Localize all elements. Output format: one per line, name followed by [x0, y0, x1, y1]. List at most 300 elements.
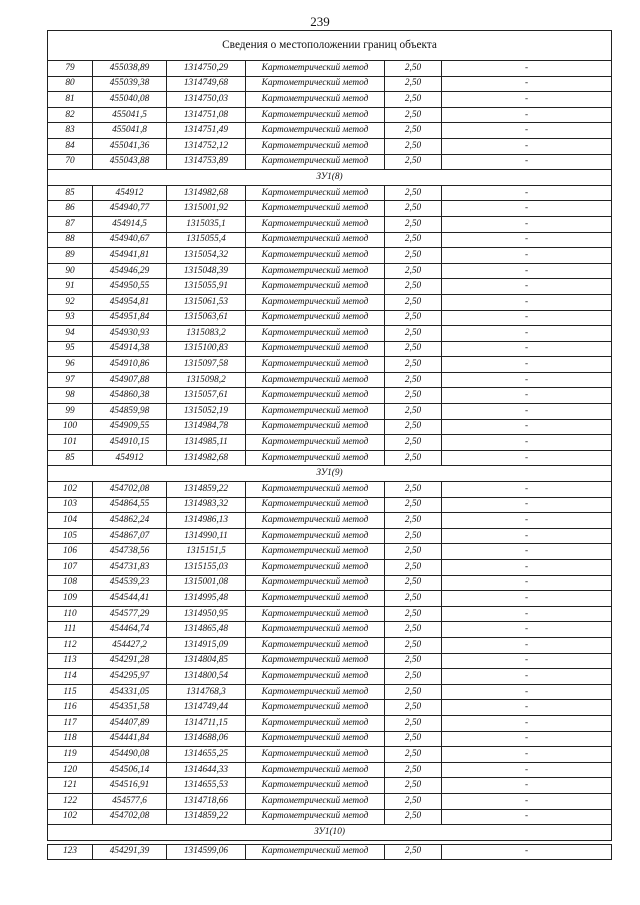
x-coordinate-cell: 454738,56 — [93, 544, 167, 560]
table-row — [48, 762, 612, 778]
y-coordinate-cell: 1314990,11 — [167, 528, 246, 544]
description-cell: - — [442, 844, 612, 860]
table-row — [48, 216, 612, 232]
x-coordinate-cell: 454702,08 — [93, 482, 167, 498]
description-cell: - — [442, 388, 612, 404]
accuracy-cell: 2,50 — [385, 435, 442, 451]
point-number-cell: 92 — [48, 294, 93, 310]
table-row — [48, 404, 612, 420]
table-row — [48, 497, 612, 513]
accuracy-cell: 2,50 — [385, 637, 442, 653]
y-coordinate-cell: 1315048,39 — [167, 263, 246, 279]
table-row — [48, 310, 612, 326]
x-coordinate-cell: 455038,89 — [93, 61, 167, 77]
accuracy-cell: 2,50 — [385, 450, 442, 466]
table-row — [48, 341, 612, 357]
point-number-cell: 95 — [48, 341, 93, 357]
x-coordinate-cell: 454351,58 — [93, 700, 167, 716]
method-cell: Картометрический метод — [246, 185, 385, 201]
accuracy-cell: 2,50 — [385, 61, 442, 77]
boundary-table-body — [48, 31, 612, 860]
table-row — [48, 544, 612, 560]
description-cell: - — [442, 201, 612, 217]
x-coordinate-cell: 454464,74 — [93, 622, 167, 638]
y-coordinate-cell: 1314655,25 — [167, 747, 246, 763]
description-cell: - — [442, 575, 612, 591]
point-number-cell: 102 — [48, 482, 93, 498]
accuracy-cell: 2,50 — [385, 76, 442, 92]
point-number-cell: 116 — [48, 700, 93, 716]
y-coordinate-cell: 1315052,19 — [167, 404, 246, 420]
x-coordinate-cell: 455041,36 — [93, 138, 167, 154]
description-cell: - — [442, 357, 612, 373]
point-number-cell: 110 — [48, 606, 93, 622]
table-row — [48, 528, 612, 544]
y-coordinate-cell: 1315055,91 — [167, 279, 246, 295]
x-coordinate-cell: 454946,29 — [93, 263, 167, 279]
section-row — [48, 466, 612, 482]
table-row — [48, 591, 612, 607]
table-row — [48, 715, 612, 731]
description-cell: - — [442, 138, 612, 154]
description-cell: - — [442, 747, 612, 763]
table-row — [48, 793, 612, 809]
accuracy-cell: 2,50 — [385, 544, 442, 560]
point-number-cell: 70 — [48, 154, 93, 170]
method-cell: Картометрический метод — [246, 435, 385, 451]
description-cell: - — [442, 372, 612, 388]
table-row — [48, 138, 612, 154]
point-number-cell: 119 — [48, 747, 93, 763]
accuracy-cell: 2,50 — [385, 357, 442, 373]
y-coordinate-cell: 1314915,09 — [167, 637, 246, 653]
point-number-cell: 122 — [48, 793, 93, 809]
accuracy-cell: 2,50 — [385, 92, 442, 108]
accuracy-cell: 2,50 — [385, 809, 442, 825]
point-number-cell: 113 — [48, 653, 93, 669]
table-row — [48, 450, 612, 466]
x-coordinate-cell: 454407,89 — [93, 715, 167, 731]
x-coordinate-cell: 454940,67 — [93, 232, 167, 248]
method-cell: Картометрический метод — [246, 123, 385, 139]
x-coordinate-cell: 454295,97 — [93, 669, 167, 685]
description-cell: - — [442, 762, 612, 778]
point-number-cell: 118 — [48, 731, 93, 747]
x-coordinate-cell: 455041,8 — [93, 123, 167, 139]
accuracy-cell: 2,50 — [385, 793, 442, 809]
accuracy-cell: 2,50 — [385, 310, 442, 326]
table-row — [48, 185, 612, 201]
accuracy-cell: 2,50 — [385, 107, 442, 123]
y-coordinate-cell: 1314751,49 — [167, 123, 246, 139]
y-coordinate-cell: 1314984,78 — [167, 419, 246, 435]
method-cell: Картометрический метод — [246, 778, 385, 794]
y-coordinate-cell: 1314655,53 — [167, 778, 246, 794]
x-coordinate-cell: 454914,5 — [93, 216, 167, 232]
x-coordinate-cell: 454912 — [93, 185, 167, 201]
table-row — [48, 123, 612, 139]
description-cell: - — [442, 154, 612, 170]
accuracy-cell: 2,50 — [385, 497, 442, 513]
point-number-cell: 105 — [48, 528, 93, 544]
x-coordinate-cell: 454702,08 — [93, 809, 167, 825]
y-coordinate-cell: 1315100,83 — [167, 341, 246, 357]
point-number-cell: 88 — [48, 232, 93, 248]
description-cell: - — [442, 450, 612, 466]
method-cell: Картометрический метод — [246, 747, 385, 763]
method-cell: Картометрический метод — [246, 76, 385, 92]
y-coordinate-cell: 1314688,06 — [167, 731, 246, 747]
table-row — [48, 669, 612, 685]
description-cell: - — [442, 731, 612, 747]
method-cell: Картометрический метод — [246, 201, 385, 217]
description-cell: - — [442, 793, 612, 809]
method-cell: Картометрический метод — [246, 154, 385, 170]
accuracy-cell: 2,50 — [385, 263, 442, 279]
method-cell: Картометрический метод — [246, 279, 385, 295]
description-cell: - — [442, 637, 612, 653]
point-number-cell: 117 — [48, 715, 93, 731]
table-row — [48, 637, 612, 653]
method-cell: Картометрический метод — [246, 606, 385, 622]
point-number-cell: 90 — [48, 263, 93, 279]
method-cell: Картометрический метод — [246, 844, 385, 860]
y-coordinate-cell: 1314950,95 — [167, 606, 246, 622]
point-number-cell: 83 — [48, 123, 93, 139]
table-row — [48, 844, 612, 860]
accuracy-cell: 2,50 — [385, 341, 442, 357]
x-coordinate-cell: 454731,83 — [93, 560, 167, 576]
accuracy-cell: 2,50 — [385, 560, 442, 576]
y-coordinate-cell: 1314985,11 — [167, 435, 246, 451]
y-coordinate-cell: 1314753,89 — [167, 154, 246, 170]
table-row — [48, 263, 612, 279]
y-coordinate-cell: 1314749,68 — [167, 76, 246, 92]
table-row — [48, 232, 612, 248]
x-coordinate-cell: 454941,81 — [93, 248, 167, 264]
y-coordinate-cell: 1314711,15 — [167, 715, 246, 731]
point-number-cell: 87 — [48, 216, 93, 232]
x-coordinate-cell: 455043,88 — [93, 154, 167, 170]
accuracy-cell: 2,50 — [385, 279, 442, 295]
description-cell: - — [442, 715, 612, 731]
y-coordinate-cell: 1314859,22 — [167, 482, 246, 498]
description-cell: - — [442, 591, 612, 607]
description-cell: - — [442, 92, 612, 108]
method-cell: Картометрический метод — [246, 809, 385, 825]
method-cell: Картометрический метод — [246, 637, 385, 653]
y-coordinate-cell: 1315061,53 — [167, 294, 246, 310]
description-cell: - — [442, 513, 612, 529]
y-coordinate-cell: 1314865,48 — [167, 622, 246, 638]
description-cell: - — [442, 310, 612, 326]
point-number-cell: 106 — [48, 544, 93, 560]
y-coordinate-cell: 1314983,32 — [167, 497, 246, 513]
y-coordinate-cell: 1315001,08 — [167, 575, 246, 591]
y-coordinate-cell: 1314995,48 — [167, 591, 246, 607]
y-coordinate-cell: 1314644,33 — [167, 762, 246, 778]
point-number-cell: 82 — [48, 107, 93, 123]
method-cell: Картометрический метод — [246, 263, 385, 279]
table-row — [48, 809, 612, 825]
accuracy-cell: 2,50 — [385, 762, 442, 778]
table-title-row — [48, 31, 612, 61]
x-coordinate-cell: 454912 — [93, 450, 167, 466]
method-cell: Картометрический метод — [246, 482, 385, 498]
description-cell: - — [442, 279, 612, 295]
accuracy-cell: 2,50 — [385, 747, 442, 763]
x-coordinate-cell: 454859,98 — [93, 404, 167, 420]
section-row — [48, 170, 612, 186]
x-coordinate-cell: 454441,84 — [93, 731, 167, 747]
y-coordinate-cell: 1315054,32 — [167, 248, 246, 264]
accuracy-cell: 2,50 — [385, 482, 442, 498]
method-cell: Картометрический метод — [246, 357, 385, 373]
description-cell: - — [442, 248, 612, 264]
point-number-cell: 93 — [48, 310, 93, 326]
description-cell: - — [442, 76, 612, 92]
accuracy-cell: 2,50 — [385, 653, 442, 669]
description-cell: - — [442, 778, 612, 794]
table-row — [48, 154, 612, 170]
y-coordinate-cell: 1314750,29 — [167, 61, 246, 77]
table-row — [48, 778, 612, 794]
description-cell: - — [442, 216, 612, 232]
x-coordinate-cell: 454291,39 — [93, 844, 167, 860]
description-cell: - — [442, 528, 612, 544]
table-row — [48, 731, 612, 747]
description-cell: - — [442, 684, 612, 700]
y-coordinate-cell: 1314982,68 — [167, 185, 246, 201]
method-cell: Картометрический метод — [246, 404, 385, 420]
method-cell: Картометрический метод — [246, 575, 385, 591]
accuracy-cell: 2,50 — [385, 528, 442, 544]
table-row — [48, 419, 612, 435]
method-cell: Картометрический метод — [246, 107, 385, 123]
table-row — [48, 482, 612, 498]
method-cell: Картометрический метод — [246, 528, 385, 544]
accuracy-cell: 2,50 — [385, 216, 442, 232]
y-coordinate-cell: 1315035,1 — [167, 216, 246, 232]
y-coordinate-cell: 1314718,66 — [167, 793, 246, 809]
point-number-cell: 114 — [48, 669, 93, 685]
point-number-cell: 101 — [48, 435, 93, 451]
y-coordinate-cell: 1315155,03 — [167, 560, 246, 576]
table-row — [48, 294, 612, 310]
y-coordinate-cell: 1315001,92 — [167, 201, 246, 217]
method-cell: Картометрический метод — [246, 653, 385, 669]
x-coordinate-cell: 455041,5 — [93, 107, 167, 123]
point-number-cell: 109 — [48, 591, 93, 607]
table-row — [48, 61, 612, 77]
method-cell: Картометрический метод — [246, 326, 385, 342]
description-cell: - — [442, 294, 612, 310]
method-cell: Картометрический метод — [246, 762, 385, 778]
accuracy-cell: 2,50 — [385, 372, 442, 388]
table-row — [48, 622, 612, 638]
accuracy-cell: 2,50 — [385, 778, 442, 794]
x-coordinate-cell: 454914,38 — [93, 341, 167, 357]
description-cell: - — [442, 123, 612, 139]
table-row — [48, 107, 612, 123]
description-cell: - — [442, 700, 612, 716]
table-row — [48, 435, 612, 451]
point-number-cell: 120 — [48, 762, 93, 778]
method-cell: Картометрический метод — [246, 544, 385, 560]
table-row — [48, 575, 612, 591]
method-cell: Картометрический метод — [246, 248, 385, 264]
description-cell: - — [442, 606, 612, 622]
description-cell: - — [442, 404, 612, 420]
table-title: Сведения о местоположении границ объекта — [48, 31, 612, 61]
table-row — [48, 279, 612, 295]
description-cell: - — [442, 232, 612, 248]
x-coordinate-cell: 454940,77 — [93, 201, 167, 217]
x-coordinate-cell: 454867,07 — [93, 528, 167, 544]
table-row — [48, 76, 612, 92]
x-coordinate-cell: 454506,14 — [93, 762, 167, 778]
accuracy-cell: 2,50 — [385, 326, 442, 342]
table-row — [48, 653, 612, 669]
boundary-table — [47, 30, 612, 860]
method-cell: Картометрический метод — [246, 341, 385, 357]
y-coordinate-cell: 1314752,12 — [167, 138, 246, 154]
method-cell: Картометрический метод — [246, 731, 385, 747]
y-coordinate-cell: 1314982,68 — [167, 450, 246, 466]
accuracy-cell: 2,50 — [385, 715, 442, 731]
description-cell: - — [442, 419, 612, 435]
x-coordinate-cell: 454427,2 — [93, 637, 167, 653]
y-coordinate-cell: 1314986,13 — [167, 513, 246, 529]
x-coordinate-cell: 454910,86 — [93, 357, 167, 373]
y-coordinate-cell: 1315063,61 — [167, 310, 246, 326]
y-coordinate-cell: 1314750,03 — [167, 92, 246, 108]
point-number-cell: 89 — [48, 248, 93, 264]
point-number-cell: 104 — [48, 513, 93, 529]
method-cell: Картометрический метод — [246, 419, 385, 435]
point-number-cell: 85 — [48, 185, 93, 201]
description-cell: - — [442, 341, 612, 357]
point-number-cell: 98 — [48, 388, 93, 404]
method-cell: Картометрический метод — [246, 232, 385, 248]
method-cell: Картометрический метод — [246, 793, 385, 809]
table-row — [48, 747, 612, 763]
method-cell: Картометрический метод — [246, 61, 385, 77]
description-cell: - — [442, 622, 612, 638]
section-label: ЗУ1(9) — [48, 466, 612, 482]
table-row — [48, 388, 612, 404]
method-cell: Картометрический метод — [246, 591, 385, 607]
description-cell: - — [442, 61, 612, 77]
y-coordinate-cell: 1314859,22 — [167, 809, 246, 825]
section-label: ЗУ1(10) — [48, 825, 612, 841]
x-coordinate-cell: 454577,29 — [93, 606, 167, 622]
method-cell: Картометрический метод — [246, 388, 385, 404]
x-coordinate-cell: 454862,24 — [93, 513, 167, 529]
x-coordinate-cell: 455040,08 — [93, 92, 167, 108]
method-cell: Картометрический метод — [246, 700, 385, 716]
x-coordinate-cell: 454577,6 — [93, 793, 167, 809]
point-number-cell: 112 — [48, 637, 93, 653]
description-cell: - — [442, 669, 612, 685]
x-coordinate-cell: 454864,55 — [93, 497, 167, 513]
description-cell: - — [442, 435, 612, 451]
y-coordinate-cell: 1315057,61 — [167, 388, 246, 404]
table-row — [48, 684, 612, 700]
method-cell: Картометрический метод — [246, 450, 385, 466]
x-coordinate-cell: 455039,38 — [93, 76, 167, 92]
description-cell: - — [442, 809, 612, 825]
x-coordinate-cell: 454544,41 — [93, 591, 167, 607]
page-number: 239 — [310, 14, 330, 29]
accuracy-cell: 2,50 — [385, 591, 442, 607]
accuracy-cell: 2,50 — [385, 513, 442, 529]
x-coordinate-cell: 454930,93 — [93, 326, 167, 342]
point-number-cell: 85 — [48, 450, 93, 466]
y-coordinate-cell: 1315055,4 — [167, 232, 246, 248]
table-row — [48, 201, 612, 217]
method-cell: Картометрический метод — [246, 560, 385, 576]
accuracy-cell: 2,50 — [385, 669, 442, 685]
point-number-cell: 97 — [48, 372, 93, 388]
y-coordinate-cell: 1314804,85 — [167, 653, 246, 669]
x-coordinate-cell: 454539,23 — [93, 575, 167, 591]
accuracy-cell: 2,50 — [385, 622, 442, 638]
y-coordinate-cell: 1314599,06 — [167, 844, 246, 860]
description-cell: - — [442, 560, 612, 576]
table-row — [48, 513, 612, 529]
method-cell: Картометрический метод — [246, 715, 385, 731]
point-number-cell: 80 — [48, 76, 93, 92]
y-coordinate-cell: 1314751,08 — [167, 107, 246, 123]
method-cell: Картометрический метод — [246, 372, 385, 388]
table-row — [48, 357, 612, 373]
method-cell: Картометрический метод — [246, 294, 385, 310]
point-number-cell: 123 — [48, 844, 93, 860]
table-row — [48, 248, 612, 264]
point-number-cell: 99 — [48, 404, 93, 420]
point-number-cell: 108 — [48, 575, 93, 591]
x-coordinate-cell: 454860,38 — [93, 388, 167, 404]
point-number-cell: 121 — [48, 778, 93, 794]
y-coordinate-cell: 1314749,44 — [167, 700, 246, 716]
description-cell: - — [442, 107, 612, 123]
accuracy-cell: 2,50 — [385, 700, 442, 716]
accuracy-cell: 2,50 — [385, 684, 442, 700]
description-cell: - — [442, 185, 612, 201]
y-coordinate-cell: 1315097,58 — [167, 357, 246, 373]
x-coordinate-cell: 454331,05 — [93, 684, 167, 700]
point-number-cell: 81 — [48, 92, 93, 108]
x-coordinate-cell: 454291,28 — [93, 653, 167, 669]
x-coordinate-cell: 454954,81 — [93, 294, 167, 310]
accuracy-cell: 2,50 — [385, 248, 442, 264]
table-row — [48, 92, 612, 108]
point-number-cell: 94 — [48, 326, 93, 342]
accuracy-cell: 2,50 — [385, 138, 442, 154]
y-coordinate-cell: 1314800,54 — [167, 669, 246, 685]
method-cell: Картометрический метод — [246, 669, 385, 685]
x-coordinate-cell: 454950,55 — [93, 279, 167, 295]
accuracy-cell: 2,50 — [385, 154, 442, 170]
table-row — [48, 700, 612, 716]
point-number-cell: 96 — [48, 357, 93, 373]
accuracy-cell: 2,50 — [385, 419, 442, 435]
description-cell: - — [442, 544, 612, 560]
y-coordinate-cell: 1314768,3 — [167, 684, 246, 700]
x-coordinate-cell: 454907,88 — [93, 372, 167, 388]
table-row — [48, 326, 612, 342]
